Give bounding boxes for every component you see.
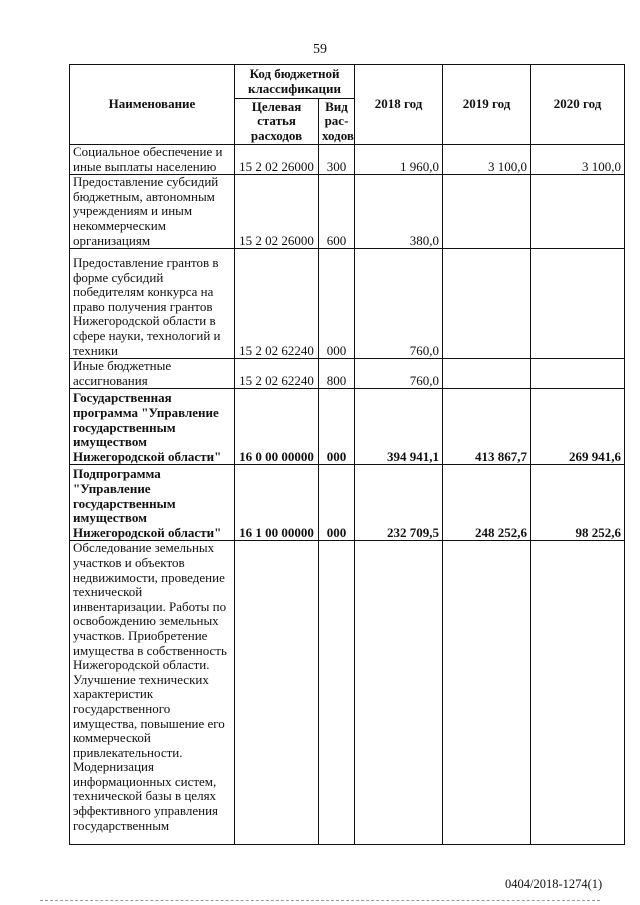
row-2018: 1 960,0	[355, 145, 443, 175]
row-2019	[443, 249, 531, 359]
header-expense-type: Вид рас-ходов	[319, 99, 355, 145]
header-2020: 2020 год	[531, 65, 625, 145]
table-row	[70, 465, 625, 541]
page-number: 59	[313, 42, 327, 57]
row-2020: 3 100,0	[531, 145, 625, 175]
table-row	[70, 389, 625, 465]
row-2018: 394 941,1	[355, 389, 443, 465]
row-name: Государственная программа "Управление государственным имуществом Нижегородской области"	[70, 389, 235, 465]
table-row	[70, 359, 625, 389]
row-2020	[531, 249, 625, 359]
row-name: Предоставление грантов в форме субсидий победителям конкурса на право получения грантов Нижегородской области в сфере науки, технологий и техники	[70, 249, 235, 359]
header-name: Наименование	[70, 65, 235, 145]
table-row	[70, 541, 625, 845]
row-2020	[531, 175, 625, 249]
row-2019: 248 252,6	[443, 465, 531, 541]
row-name: Подпрограмма "Управление государственным имуществом Нижегородской области"	[70, 465, 235, 541]
row-2020	[531, 359, 625, 389]
scan-edge-line	[40, 900, 600, 901]
row-type: 800	[319, 359, 355, 389]
row-code: 15 2 02 62240	[235, 249, 319, 359]
row-type	[319, 541, 355, 845]
header-2018: 2018 год	[355, 65, 443, 145]
row-2018: 760,0	[355, 359, 443, 389]
budget-table	[69, 64, 625, 845]
row-2019: 3 100,0	[443, 145, 531, 175]
row-type: 000	[319, 389, 355, 465]
table-row	[70, 175, 625, 249]
row-2018: 380,0	[355, 175, 443, 249]
row-2018: 760,0	[355, 249, 443, 359]
row-code: 16 1 00 00000	[235, 465, 319, 541]
row-type: 000	[319, 465, 355, 541]
row-type: 300	[319, 145, 355, 175]
row-type: 000	[319, 249, 355, 359]
row-code: 15 2 02 26000	[235, 175, 319, 249]
row-2019: 413 867,7	[443, 389, 531, 465]
table-row	[70, 249, 625, 359]
row-code	[235, 541, 319, 845]
header-kbk-group: Код бюджетной классификации	[235, 65, 355, 99]
row-2018	[355, 541, 443, 845]
row-2018: 232 709,5	[355, 465, 443, 541]
row-2019	[443, 359, 531, 389]
row-name: Социальное обеспечение и иные выплаты населению	[70, 145, 235, 175]
row-2019	[443, 175, 531, 249]
row-name: Иные бюджетные ассигнования	[70, 359, 235, 389]
row-name: Предоставление субсидий бюджетным, автономным учреждениям и иным некоммерческим организациям	[70, 175, 235, 249]
row-code: 16 0 00 00000	[235, 389, 319, 465]
row-2019	[443, 541, 531, 845]
table-row	[70, 145, 625, 175]
row-code: 15 2 02 62240	[235, 359, 319, 389]
header-target-article: Целевая статья расходов	[235, 99, 319, 145]
row-type: 600	[319, 175, 355, 249]
row-code: 15 2 02 26000	[235, 145, 319, 175]
row-2020	[531, 541, 625, 845]
row-name: Обследование земельных участков и объектов недвижимости, проведение технической инвентаризации. Работы по освобождению земельных участков. Приобретение имущества в собственность Нижегородской области. Улучшение технических характеристик государственного имущества, повышение его коммерческой привлекательности. Модернизация информационных систем, технической базы в целях эффективного управления государственным	[70, 541, 235, 845]
header-2019: 2019 год	[443, 65, 531, 145]
row-2020: 269 941,6	[531, 389, 625, 465]
row-2020: 98 252,6	[531, 465, 625, 541]
document-footer-code: 0404/2018-1274(1)	[505, 877, 603, 891]
